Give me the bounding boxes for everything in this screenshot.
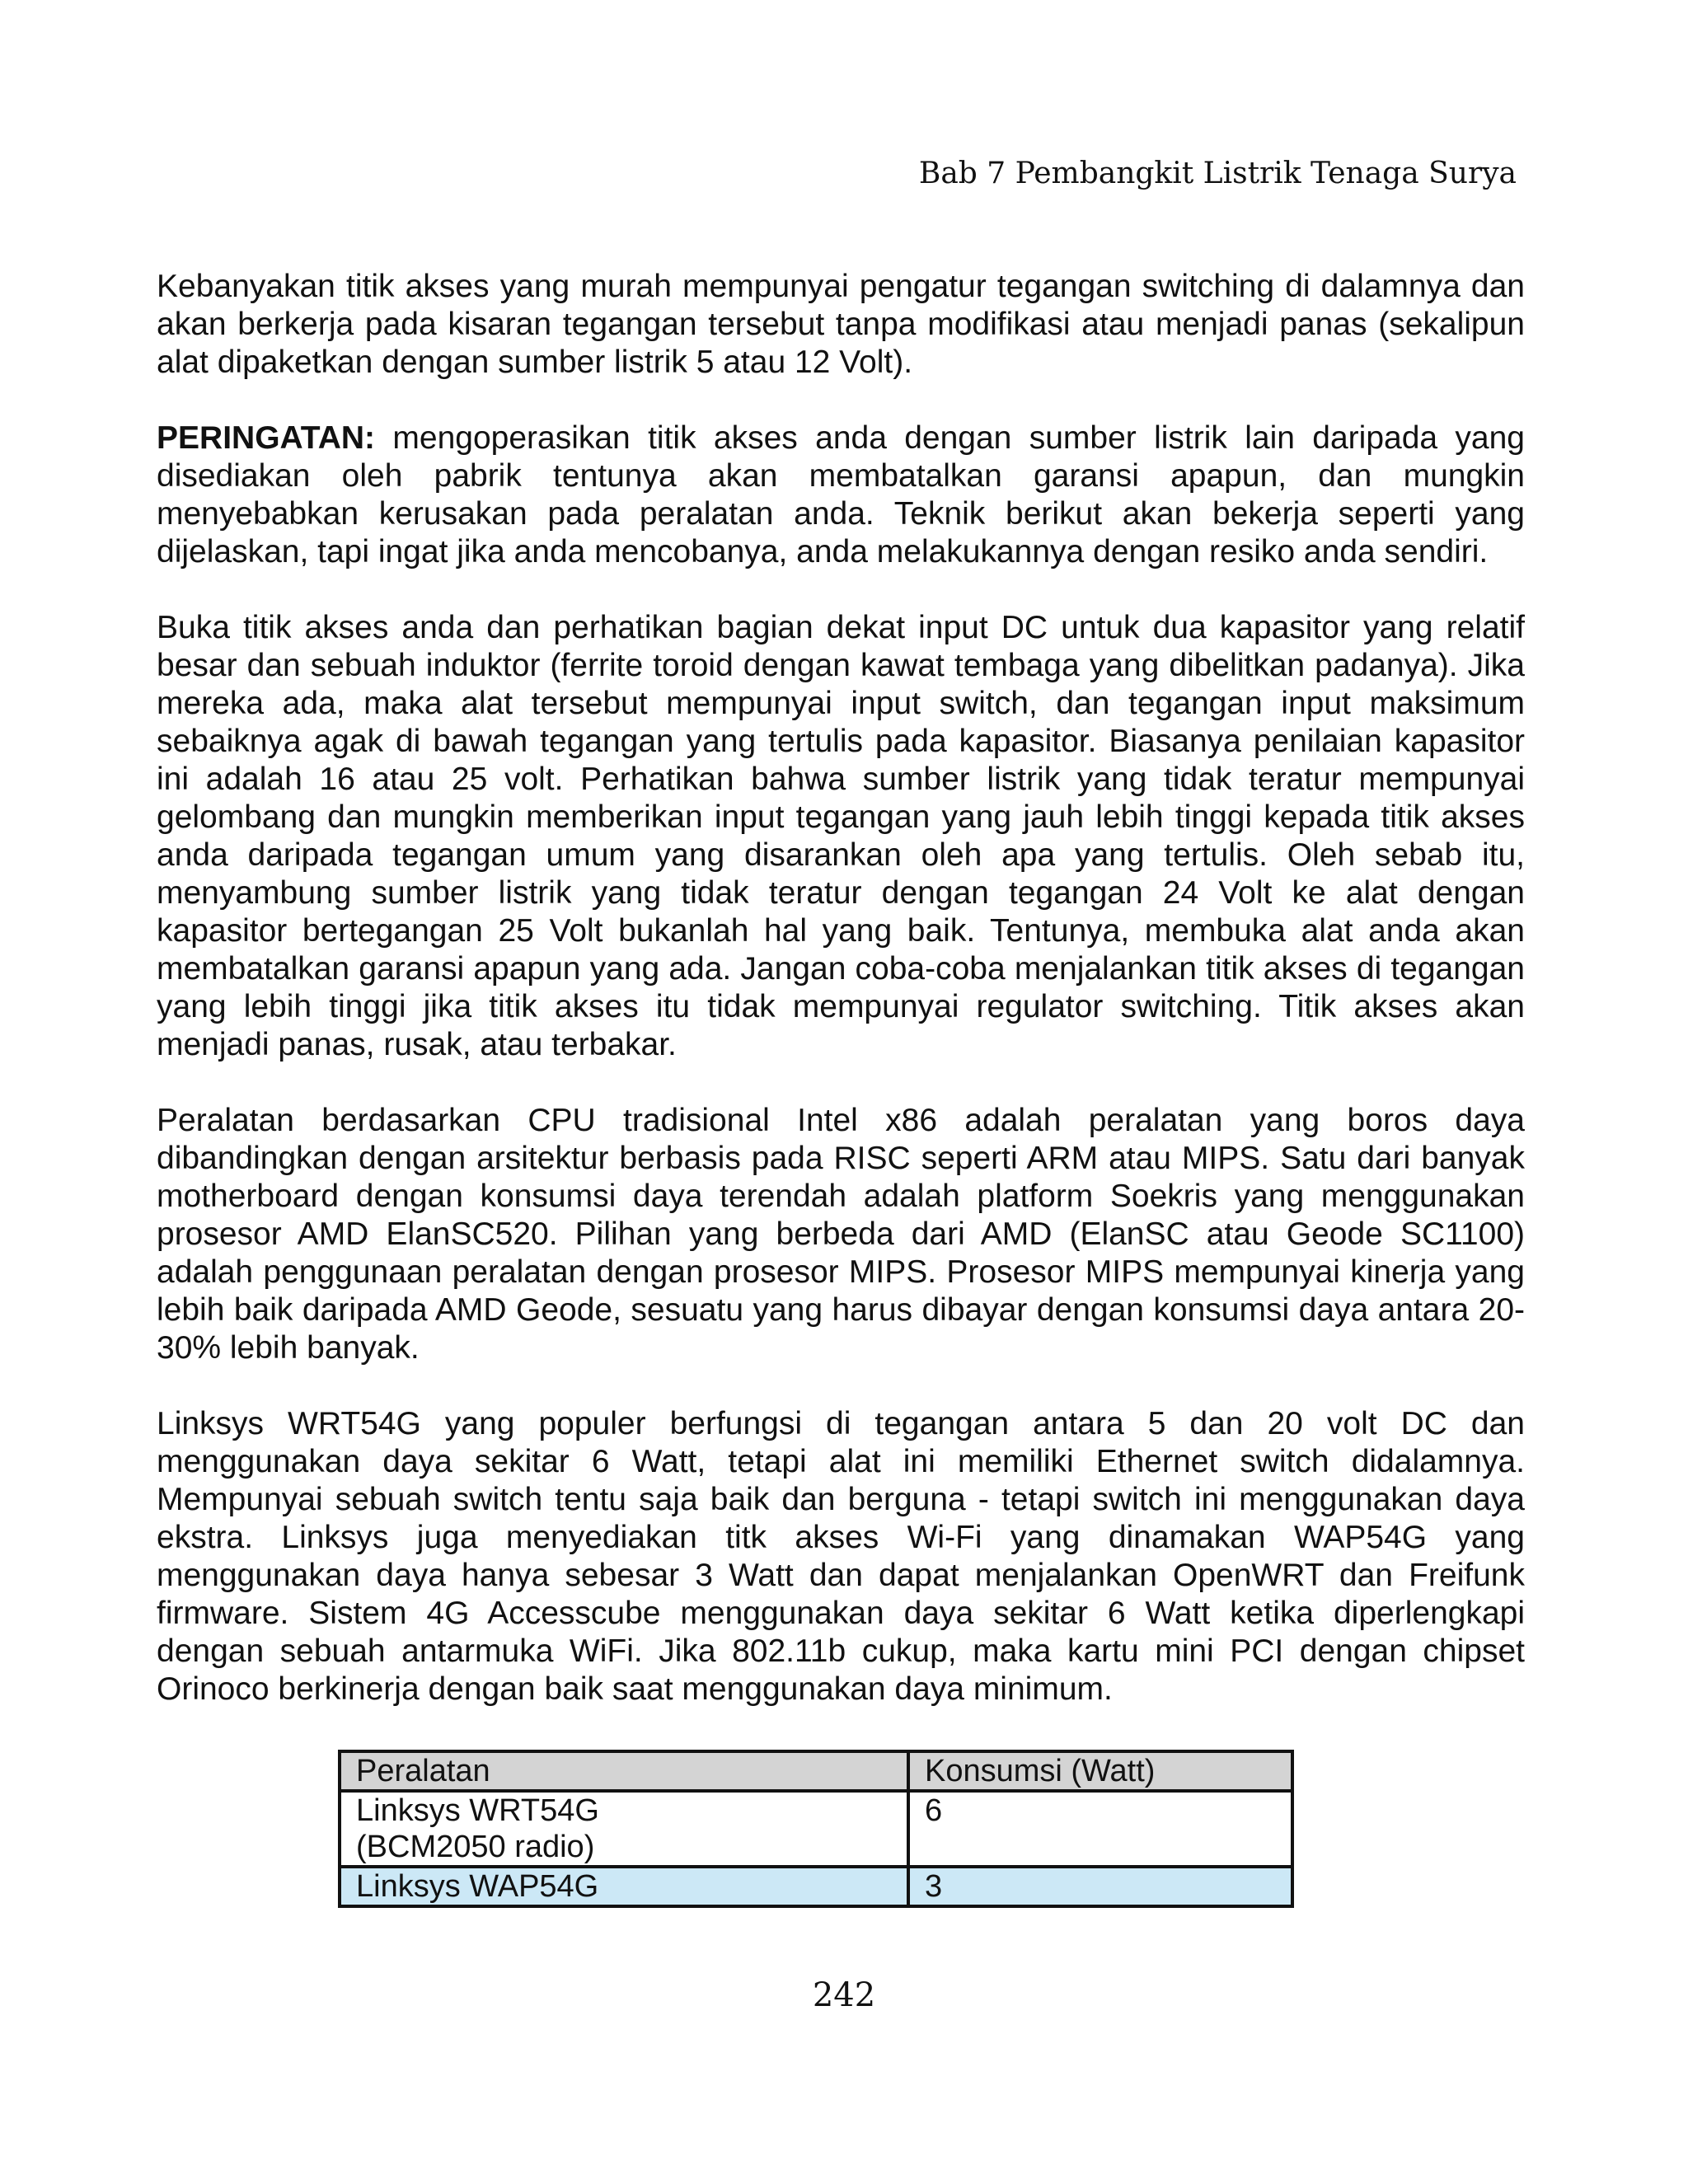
table-row [340, 1867, 1292, 1906]
warning-label: PERINGATAN: [157, 420, 376, 456]
table-row [340, 1791, 1292, 1867]
paragraph-warning [157, 419, 1525, 571]
body-text [157, 268, 1525, 1746]
table-header-device: Peralatan [340, 1751, 908, 1791]
paragraph-5: Linksys WRT54G yang populer berfungsi di tegangan antara 5 dan 20 volt DC dan menggunakan daya sekitar 6 Watt, tetapi alat ini memiliki Ethernet switch didalamnya. Mempunyai sebuah switch tentu saja baik dan berguna - tetapi switch ini menggunakan daya ekstra. Linksys juga menyediakan titk akses Wi-Fi yang dinamakan WAP54G yang menggunakan daya hanya sebesar 3 Watt dan dapat menjalankan OpenWRT dan Freifunk firmware. Sistem 4G Accesscube menggunakan daya sekitar 6 Watt ketika diperlengkapi dengan sebuah antarmuka WiFi. Jika 802.11b cukup, maka kartu mini PCI dengan chipset Orinoco berkinerja dengan baik saat menggunakan daya minimum. [157, 1406, 1525, 1707]
table-header-watt: Konsumsi (Watt) [908, 1751, 1292, 1791]
running-header: Bab 7 Pembangkit Listrik Tenaga Surya [918, 157, 1517, 190]
paragraph-4: Peralatan berdasarkan CPU tradisional Intel x86 adalah peralatan yang boros daya dibandingkan dengan arsitektur berbasis pada RISC seperti ARM atau MIPS. Satu dari banyak motherboard dengan konsumsi daya terendah adalah platform Soekris yang menggunakan prosesor AMD ElanSC520. Pilihan yang berbeda dari AMD (ElanSC atau Geode SC1100) adalah penggunaan peralatan dengan prosesor MIPS. Prosesor MIPS mempunyai kinerja yang lebih baik daripada AMD Geode, sesuatu yang harus dibayar dengan konsumsi daya antara 20-30% lebih banyak. [157, 1103, 1525, 1366]
device-note: (BCM2050 radio) [356, 1830, 595, 1864]
device-name: Linksys WRT54G [356, 1793, 599, 1828]
table-cell-device [340, 1791, 908, 1867]
power-consumption-table [338, 1750, 1294, 1908]
paragraph-1: Kebanyakan titik akses yang murah mempunyai pengatur tegangan switching di dalamnya dan akan berkerja pada kisaran tegangan tersebut tanpa modifikasi atau menjadi panas (sekalipun alat dipaketkan dengan sumber listrik 5 atau 12 Volt). [157, 269, 1525, 380]
table-header-row [340, 1751, 1292, 1791]
warning-text: mengoperasikan titik akses anda dengan sumber listrik lain daripada yang disediakan oleh pabrik tentunya akan membatalkan garansi apapun, dan mungkin menyebabkan kerusakan pada peralatan anda. Teknik berikut akan bekerja seperti yang dijelaskan, tapi ingat jika anda mencobanya, anda melakukannya dengan resiko anda sendiri. [157, 420, 1525, 569]
table-cell-device: Linksys WAP54G [340, 1867, 908, 1906]
table-cell-watt: 3 [908, 1867, 1292, 1906]
table-cell-watt: 6 [908, 1791, 1292, 1867]
page-number: 242 [812, 1976, 876, 2014]
paragraph-3: Buka titik akses anda dan perhatikan bagian dekat input DC untuk dua kapasitor yang relatif besar dan sebuah induktor (ferrite toroid dengan kawat tembaga yang dibelitkan padanya). Jika mereka ada, maka alat tersebut mempunyai input switch, dan tegangan input maksimum sebaiknya agak di bawah tegangan yang tertulis pada kapasitor. Biasanya penilaian kapasitor ini adalah 16 atau 25 volt. Perhatikan bahwa sumber listrik yang tidak teratur mempunyai gelombang dan mungkin memberikan input tegangan yang jauh lebih tinggi kepada titik akses anda daripada tegangan umum yang disarankan oleh apa yang tertulis. Oleh sebab itu, menyambung sumber listrik yang tidak teratur dengan tegangan 24 Volt ke alat dengan kapasitor bertegangan 25 Volt bukanlah hal yang baik. Tentunya, membuka alat anda akan membatalkan garansi apapun yang ada. Jangan coba-coba menjalankan titik akses di tegangan yang lebih tinggi jika titik akses itu tidak mempunyai regulator switching. Titik akses akan menjadi panas, rusak, atau terbakar. [157, 610, 1525, 1062]
